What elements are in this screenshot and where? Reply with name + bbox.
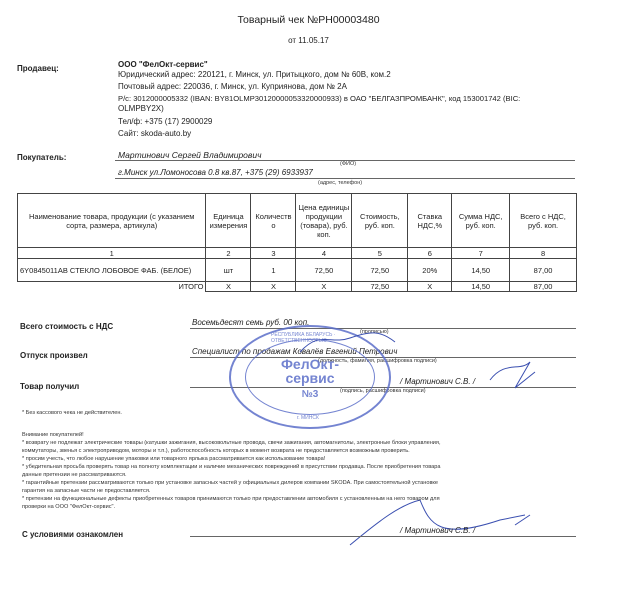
released-by: Специалист по продажам Ковалёв Евгений Петрович [192, 347, 398, 356]
item-total: 87,00 [510, 259, 577, 282]
col-number: 5 [352, 248, 408, 259]
received-label: Товар получил [20, 382, 80, 391]
total-qty: X [251, 282, 296, 292]
released-caption: (должность, фамилия, расшифровка подписи) [318, 358, 437, 364]
total-sum: 87,00 [510, 282, 577, 292]
buyer-address-caption: (адрес, телефон) [318, 180, 363, 186]
stamp-line1: ФелОкт- [280, 356, 340, 372]
total-in-words: Восемьдесят семь руб. 00 коп. [192, 318, 310, 327]
col-header-cost: Стоимость, руб. коп. [352, 194, 408, 248]
col-number: 6 [408, 248, 452, 259]
note-item: данные претензии не рассматриваются. [22, 472, 127, 478]
stamp-number: №3 [301, 389, 319, 400]
acknowledged-by: / Мартинович С.В. / [400, 526, 476, 535]
note-item: гарантия на запасные части не предоставляется. [22, 488, 151, 494]
col-header-name: Наименование товара, продукции (с указанием сорта, размера, артикула) [18, 194, 206, 248]
total-cost: 72,50 [352, 282, 408, 292]
note-item: * просим учесть, что любое нарушение упаковки или товарного ярлыка рассматривается как использование товара! [22, 456, 326, 462]
col-number: 7 [452, 248, 510, 259]
stamp-ring-top: РЕСПУБЛИКА БЕЛАРУСЬ · ОТВЕТСТВЕННОСТЬЮ [271, 332, 336, 344]
seller-account-line1: Р/с: 3012000005332 (IBAN: BY81OLMP30120000053320000933) в ОАО "БЕЛГАЗПРОМБАНК", код 153001742 (BIC: [118, 94, 521, 103]
item-unit: шт [206, 259, 251, 282]
note-item: * гарантийные претензии рассматриваются только при установке запасных частей у официальных дилеров компании SKODA. При самостоятельной установке [22, 480, 439, 486]
seller-name: ООО "ФелОкт-сервис" [118, 60, 208, 69]
stamp-line2: сервис [285, 370, 335, 386]
total-price: X [296, 282, 352, 292]
col-header-unit: Единица измерения [206, 194, 251, 248]
total-in-words-caption: (прописью) [360, 329, 389, 335]
item-qty: 1 [251, 259, 296, 282]
released-label: Отпуск произвел [20, 351, 88, 360]
receipt-date: от 11.05.17 [288, 36, 329, 45]
seller-legal-address: Юридический адрес: 220121, г. Минск, ул. Притыцкого, дом № 60В, ком.2 [118, 70, 391, 79]
seller-phone: Тел/ф: +375 (17) 2900029 [118, 117, 213, 126]
buyer-label: Покупатель: [17, 153, 67, 162]
total-vat-rate: X [408, 282, 452, 292]
seller-postal-address: Почтовый адрес: 220036, г. Минск, ул. Куприянова, дом № 2А [118, 82, 347, 91]
note-item: * убедительная просьба проверять товар на полноту комплектации и наличие механических повреждений в присутствии продавца. После приобретения товара [22, 464, 441, 470]
item-vat-sum: 14,50 [452, 259, 510, 282]
signature-seller [300, 333, 395, 352]
col-header-price: Цена единицы продукции (товара), руб. коп. [296, 194, 352, 248]
buyer-name-caption: (ФИО) [340, 161, 357, 167]
col-number: 1 [18, 248, 206, 259]
col-number: 2 [206, 248, 251, 259]
buyer-name: Мартинович Сергей Владимирович [118, 150, 262, 160]
received-caption: (подпись, расшифровка подписи) [340, 388, 426, 394]
col-header-qty: Количеств о [251, 194, 296, 248]
stamp-ring-bottom: г. МИНСК [297, 415, 319, 421]
acknowledged-line [190, 536, 576, 537]
received-by: / Мартинович С.В. / [400, 377, 476, 386]
seller-site: Сайт: skoda-auto.by [118, 129, 192, 138]
seller-label: Продавец: [17, 64, 59, 73]
total-label: ИТОГО [18, 282, 206, 292]
col-number: 8 [510, 248, 577, 259]
col-number: 3 [251, 248, 296, 259]
attention-heading: Внимание покупателей! [22, 432, 84, 438]
buyer-address: г.Минск ул.Ломоносова 0.8 кв.87, +375 (29) 6933937 [118, 168, 313, 177]
note-item: коммутаторы, звенья с электроприводом, моторы и т.п.), работоспособность которых в момент возврата не предоставляется возможным проверить. [22, 448, 410, 454]
signature-receiver [490, 362, 535, 388]
col-number: 4 [296, 248, 352, 259]
signature-footer [350, 500, 525, 545]
item-vat-rate: 20% [408, 259, 452, 282]
item-cost: 72,50 [352, 259, 408, 282]
col-header-vat-rate: Ставка НДС,% [408, 194, 452, 248]
note-item: * возврату не подлежат электрические товары (катушки зажигания, высоковольтные провода, свечи зажигания, автомагнитолы, электронные блоки управления, [22, 440, 441, 446]
col-header-vat-sum: Сумма НДС, руб. коп. [452, 194, 510, 248]
seller-account-line2: OLMPBY2X) [118, 104, 164, 113]
col-header-total: Всего с НДС, руб. коп. [510, 194, 577, 248]
item-price: 72,50 [296, 259, 352, 282]
note-item: * претензии на функциональные дефекты приобретенных товаров принимаются только при предоставлении автомобиля с установленным на него товаром для [22, 496, 440, 502]
receipt-title: Товарный чек №РН00003480 [237, 14, 380, 26]
item-name: 6Y0845011AB СТЕКЛО ЛОБОВОЕ ФАБ. (БЕЛОЕ) [18, 259, 206, 282]
note-item: проверки на ООО "ФелОкт-сервис". [22, 504, 116, 510]
total-unit: X [206, 282, 251, 292]
total-vat-sum: 14,50 [452, 282, 510, 292]
acknowledged-label: С условиями ознакомлен [22, 530, 124, 539]
total-in-words-label: Всего стоимость с НДС [20, 322, 114, 331]
no-cash-note: * Без кассового чека не действителен. [22, 410, 122, 416]
